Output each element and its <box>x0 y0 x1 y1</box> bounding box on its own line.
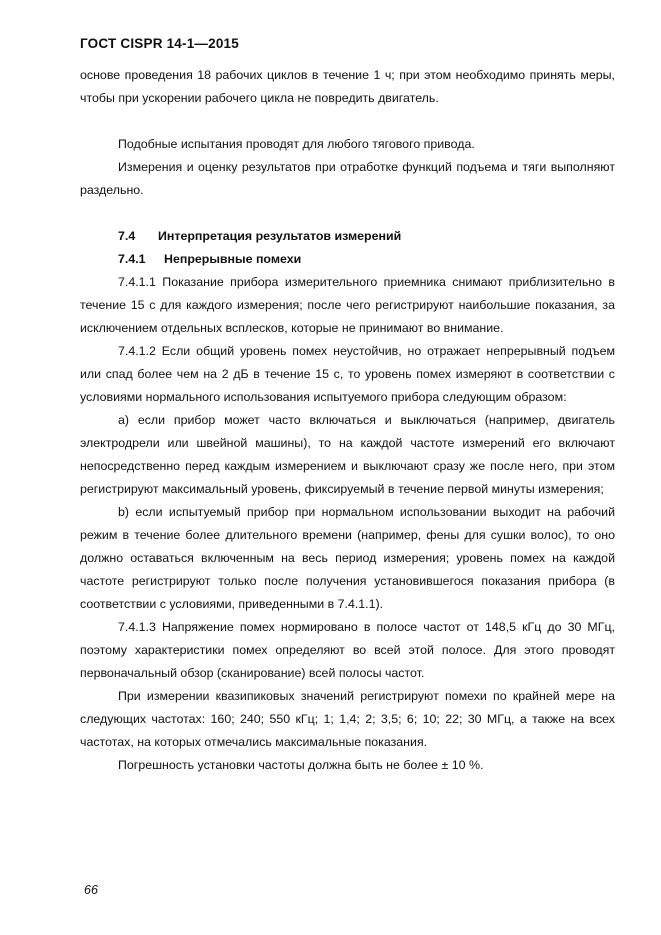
list-item-a: а) если прибор может часто включаться и выключаться (например, двигатель электродрели или швейной машины), то на каждой частоте измерений его включают непосредственно перед каждым измерением и выключают сразу же после него, при этом регистрируют максимальный уровень, фиксируемый в течение первой минуты измерения; <box>80 413 615 496</box>
document-body <box>80 64 615 777</box>
clause-7-4-1-3: 7.4.1.3 Напряжение помех нормировано в полосе частот от 148,5 кГц до 30 МГц, поэтому характеристики помех определяют во всей этой полосе. Для этого проводят первоначальный обзор (сканирование) всей полосы частот. <box>80 620 615 680</box>
clause-7-4-1-2: 7.4.1.2 Если общий уровень помех неустойчив, но отражает непрерывный подъем или спад более чем на 2 дБ в течение 15 с, то уровень помех измеряют в соответствии с условиями нормального использования испытуемого прибора следующим образом: <box>80 344 615 404</box>
page-number: 66 <box>84 883 98 897</box>
clause-7-4-1-1: 7.4.1.1 Показание прибора измерительного приемника снимают приблизительно в течение 15 с для каждого измерения; после чего регистрируют наибольшие показания, за исключением отдельных всплесков, которые не принимают во внимание. <box>80 275 615 335</box>
paragraph-quasi-peak-frequencies: При измерении квазипиковых значений регистрируют помехи по крайней мере на следующих частотах: 160; 240; 550 кГц; 1; 1,4; 2; 3,5; 6; 10; 22; 30 МГц, а также на всех частотах, на которых отмечались максимальные показания. <box>80 689 615 749</box>
subsection-number: 7.4.1 <box>118 252 146 266</box>
section-heading-7-4 <box>80 225 615 248</box>
subsection-title: Непрерывные помехи <box>164 252 302 266</box>
subsection-heading-7-4-1 <box>80 248 615 271</box>
section-number: 7.4 <box>118 229 136 243</box>
section-title: Интерпретация результатов измерений <box>158 229 402 243</box>
paragraph-frequency-accuracy: Погрешность установки частоты должна быть не более ± 10 %. <box>118 758 484 772</box>
paragraph-separate-measurement: Измерения и оценку результатов при отработке функций подъема и тяги выполняют раздельно. <box>80 160 615 197</box>
document-header: ГОСТ CISPR 14-1—2015 <box>80 36 239 51</box>
paragraph-continuation: основе проведения 18 рабочих циклов в течение 1 ч; при этом необходимо принять меры, чтобы при ускорении рабочего цикла не повредить двигатель. <box>80 68 615 105</box>
paragraph-traction-tests: Подобные испытания проводят для любого тягового привода. <box>118 137 475 151</box>
list-item-b: b) если испытуемый прибор при нормальном использовании выходит на рабочий режим в течение более длительного времени (например, фены для сушки волос), то оно должно оставаться включенным на весь период измерения; уровень помех на каждой частоте регистрируют только после получения установившегося показания прибора (в соответствии с условиями, приведенными в 7.4.1.1). <box>80 505 615 611</box>
